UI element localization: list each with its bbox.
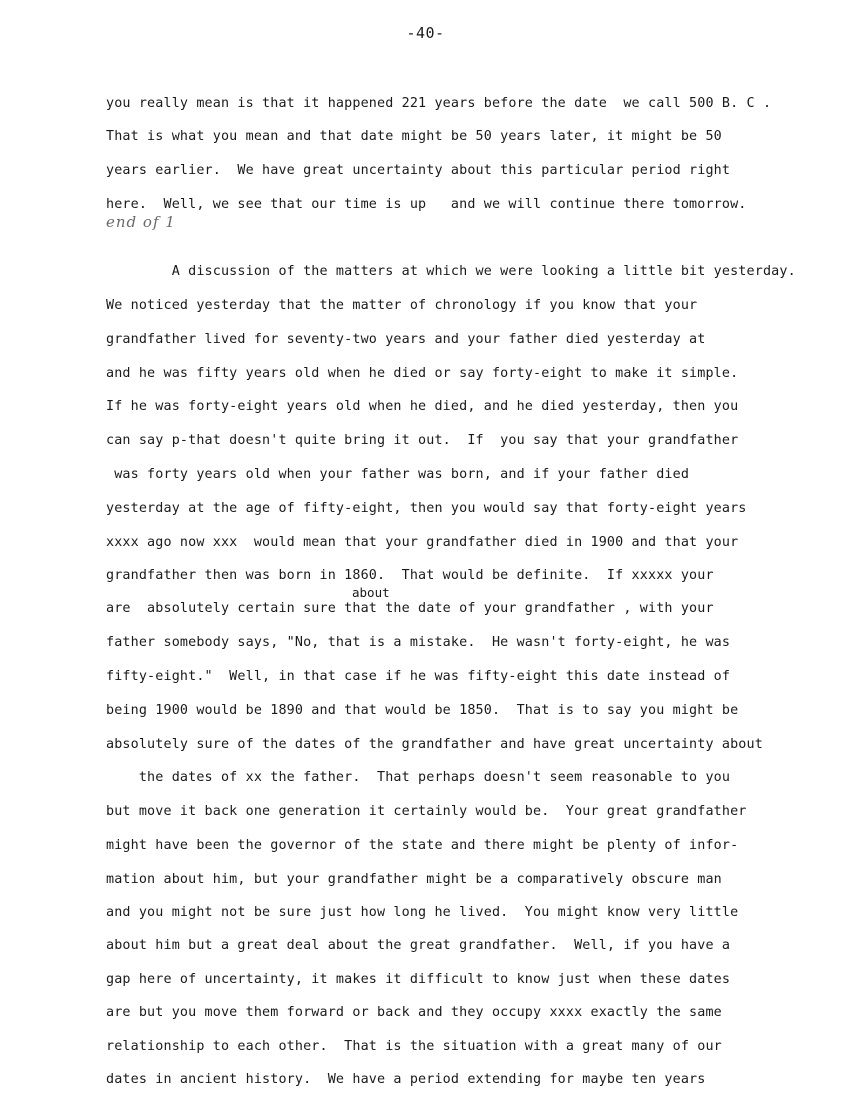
text-line: dates in ancient history. We have a period extending for maybe ten years (106, 1072, 706, 1087)
text-line: might have been the governor of the state and there might be plenty of infor- (106, 838, 739, 853)
text-line: absolutely sure of the dates of the grandfather and have great uncertainty about (106, 737, 763, 752)
text-line: gap here of uncertainty, it makes it difficult to know just when these dates (106, 972, 731, 987)
text-line: yesterday at the age of fifty-eight, then you would say that forty-eight years (106, 501, 747, 516)
text-line: father somebody says, "No, that is a mistake. He wasn't forty-eight, he was (106, 635, 731, 650)
text-line: are but you move them forward or back and they occupy xxxx exactly the same (106, 1005, 722, 1020)
text-line: mation about him, but your grandfather might be a comparatively obscure man (106, 872, 722, 887)
text-line: grandfather lived for seventy-two years and your father died yesterday at (106, 332, 706, 347)
interlinear-insert: about (352, 585, 390, 600)
text-line: A discussion of the matters at which we were looking a little bit yesterday. (106, 264, 796, 279)
text-line: xxxx ago now xxx would mean that your grandfather died in 1900 and that your (106, 535, 739, 550)
text-line: was forty years old when your father was born, and if your father died (106, 467, 690, 482)
text-line: and you might not be sure just how long he lived. You might know very little (106, 905, 739, 920)
text-line: about him but a great deal about the great grandfather. Well, if you have a (106, 938, 731, 953)
text-line: here. Well, we see that our time is up and we will continue there tomorrow. (106, 197, 747, 212)
handwritten-note: end of 1 (106, 213, 176, 231)
page-number: -40- (406, 24, 445, 42)
text-line: fifty-eight." Well, in that case if he was fifty-eight this date instead of (106, 669, 731, 684)
text-line: you really mean is that it happened 221 years before the date we call 500 B. C . (106, 96, 772, 111)
text-line: That is what you mean and that date might be 50 years later, it might be 50 (106, 129, 722, 144)
text-line: and he was fifty years old when he died or say forty-eight to make it simple. (106, 366, 739, 381)
text-line: can say p-that doesn't quite bring it out. If you say that your grandfather (106, 433, 739, 448)
text-line: are absolutely certain sure that the date of your grandfather , with your (106, 601, 714, 616)
text-line: grandfather then was born in 1860. That would be definite. If xxxxx your (106, 568, 714, 583)
text-line: We noticed yesterday that the matter of chronology if you know that your (106, 298, 698, 313)
text-line: but move it back one generation it certainly would be. Your great grandfather (106, 804, 747, 819)
text-line: years earlier. We have great uncertainty about this particular period right (106, 163, 731, 178)
text-line: the dates of xx the father. That perhaps doesn't seem reasonable to you (106, 770, 731, 785)
text-line: being 1900 would be 1890 and that would be 1850. That is to say you might be (106, 703, 739, 718)
text-line: If he was forty-eight years old when he died, and he died yesterday, then you (106, 399, 739, 414)
text-line: relationship to each other. That is the situation with a great many of our (106, 1039, 722, 1054)
